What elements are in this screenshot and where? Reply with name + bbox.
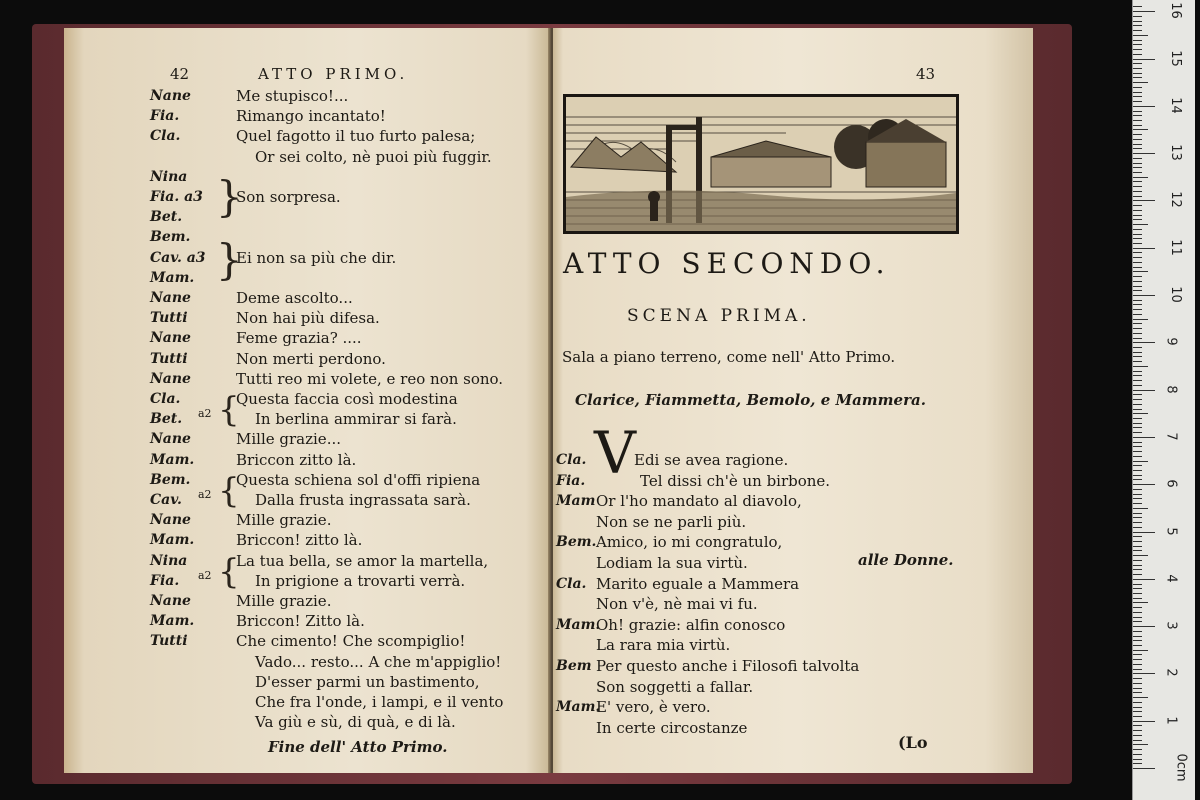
- ruler-tick: [1133, 768, 1155, 769]
- ruler-tick: [1133, 650, 1148, 651]
- ruler-tick: [1133, 375, 1142, 376]
- ruler-tick: [1133, 87, 1142, 88]
- ruler-tick: [1133, 167, 1142, 168]
- speaker-label: Cav. a3: [150, 249, 206, 266]
- dialogue-line: Non se ne parli più.: [596, 512, 747, 531]
- ruler-tick: [1133, 716, 1142, 717]
- dialogue-line: Questa faccia così modestina: [236, 390, 458, 408]
- ruler-tick: [1133, 219, 1142, 220]
- setting-line: Sala a piano terreno, come nell' Atto Primo.: [562, 348, 896, 366]
- ruler-tick: [1133, 267, 1142, 268]
- ruler-tick: [1133, 200, 1155, 201]
- ruler-tick: [1133, 574, 1142, 575]
- dialogue-line: In berlina ammirar si farà.: [255, 410, 457, 429]
- ruler-tick: [1133, 744, 1148, 745]
- ruler-tick: [1133, 418, 1142, 419]
- ruler-number: 8: [1163, 384, 1179, 394]
- dialogue-line: Briccon! zitto là.: [236, 531, 363, 550]
- ruler-tick: [1133, 49, 1142, 50]
- ruler-tick: [1133, 101, 1142, 102]
- speaker-label: Fia.: [150, 108, 180, 125]
- ruler-tick: [1133, 517, 1142, 518]
- ruler-tick: [1133, 598, 1142, 599]
- speaker-label: Nane: [150, 512, 191, 529]
- ruler-tick: [1133, 134, 1142, 135]
- dialogue-line: Mille grazie.: [236, 511, 332, 530]
- ruler-tick: [1133, 461, 1148, 462]
- end-of-act: Fine dell' Atto Primo.: [268, 738, 448, 756]
- ruler-tick: [1133, 153, 1155, 154]
- dialogue-line: Quel fagotto il tuo furto palesa;: [236, 127, 476, 146]
- ruler-tick: [1133, 115, 1142, 116]
- speaker-label: Bem.: [150, 229, 191, 246]
- act-title: ATTO SECONDO.: [563, 247, 891, 280]
- ruler-tick: [1133, 295, 1155, 296]
- speaker-label: Tutti: [150, 350, 188, 367]
- ruler-number: 11: [1167, 238, 1183, 256]
- ruler-tick: [1133, 385, 1142, 386]
- ruler-tick: [1133, 96, 1142, 97]
- ruler-tick: [1133, 432, 1142, 433]
- ruler-tick: [1133, 333, 1142, 334]
- speaker-label: Mam.: [150, 269, 195, 286]
- dialogue-line: Tutti reo mi volete, e reo non sono.: [236, 369, 504, 388]
- ruler-tick: [1133, 621, 1142, 622]
- dialogue-line: Or sei colto, nè puoi più fuggir.: [255, 147, 492, 166]
- ruler-tick: [1133, 40, 1142, 41]
- ruler-tick: [1133, 654, 1142, 655]
- ruler-tick: [1133, 106, 1155, 107]
- ruler-tick: [1133, 688, 1142, 689]
- ruler-tick: [1133, 475, 1142, 476]
- brace: {: [218, 552, 240, 592]
- ruler-tick: [1133, 129, 1148, 130]
- dialogue-line: In prigione a trovarti verrà.: [255, 571, 466, 590]
- ruler-tick: [1133, 579, 1155, 580]
- ruler-number: 16: [1167, 2, 1183, 19]
- ruler-tick: [1133, 290, 1142, 291]
- ruler-tick: [1133, 59, 1155, 60]
- ruler-tick: [1133, 560, 1142, 561]
- ruler-tick: [1133, 446, 1142, 447]
- dialogue-line: Son soggetti a fallar.: [596, 677, 754, 696]
- speaker-label: Mam.: [556, 616, 601, 633]
- ruler-tick: [1133, 532, 1155, 533]
- ruler-tick: [1133, 508, 1148, 509]
- ruler-tick: [1133, 697, 1148, 698]
- ruler-tick: [1133, 550, 1142, 551]
- ruler-tick: [1133, 636, 1142, 637]
- dialogue-line: Ei non sa più che dir.: [236, 248, 397, 267]
- ruler-tick: [1133, 456, 1142, 457]
- ruler-number: 3: [1163, 621, 1179, 630]
- ruler-tick: [1133, 21, 1142, 22]
- ruler-tick: [1133, 35, 1148, 36]
- ruler-number: 2: [1163, 668, 1179, 678]
- ruler-tick: [1133, 555, 1148, 556]
- right-page-number: 43: [916, 65, 936, 83]
- ruler-tick: [1133, 54, 1142, 55]
- ruler-tick: [1133, 413, 1148, 414]
- dialogue-line: Per questo anche i Filosofi talvolta: [596, 657, 860, 675]
- ruler-tick: [1133, 617, 1142, 618]
- ruler-tick: [1133, 546, 1142, 547]
- ruler-tick: [1133, 437, 1155, 438]
- ruler-tick: [1133, 664, 1142, 665]
- ruler-tick: [1133, 92, 1142, 93]
- ruler-number: 14: [1167, 97, 1183, 114]
- ruler-tick: [1133, 692, 1142, 693]
- ruler-tick: [1133, 465, 1142, 466]
- ruler-tick: [1133, 536, 1142, 537]
- brace: }: [216, 172, 243, 221]
- speaker-label: Bet.: [150, 209, 183, 226]
- dialogue-line: Vado... resto... A che m'appiglio!: [255, 652, 502, 671]
- speaker-label: Mam.: [150, 451, 195, 468]
- ruler-tick: [1133, 763, 1142, 764]
- ruler-tick: [1133, 451, 1142, 452]
- ruler-tick: [1133, 503, 1142, 504]
- speaker-label: Nina: [150, 168, 188, 185]
- woodcut-illustration: [563, 94, 959, 234]
- brace: }: [216, 235, 243, 284]
- ruler-tick: [1133, 479, 1142, 480]
- ruler-tick: [1133, 271, 1148, 272]
- ruler-number: 10: [1167, 286, 1183, 303]
- ruler-tick: [1133, 82, 1148, 83]
- ruler-tick: [1133, 423, 1142, 424]
- ruler-tick: [1133, 286, 1142, 287]
- ruler-tick: [1133, 177, 1148, 178]
- ruler-tick: [1133, 205, 1142, 206]
- ruler-tick: [1133, 11, 1155, 12]
- dialogue-line: Tel dissi ch'è un birbone.: [640, 471, 831, 490]
- character-list: Clarice, Fiammetta, Bemolo, e Mammera.: [575, 391, 926, 409]
- ruler-number: 4: [1163, 574, 1179, 583]
- ruler-number: 9: [1163, 337, 1179, 346]
- dialogue-line: Che cimento! Che scompiglio!: [236, 632, 466, 651]
- dialogue-line: Deme ascolto...: [236, 289, 353, 307]
- ruler-tick: [1133, 125, 1142, 126]
- dialogue-line: Marito eguale a Mammera: [596, 574, 800, 593]
- dialogue-line: Son sorpresa.: [236, 188, 341, 206]
- ruler-tick: [1133, 442, 1142, 443]
- ruler-tick: [1133, 394, 1142, 395]
- dialogue-line: E' vero, è vero.: [596, 698, 711, 717]
- speaker-label: Cla.: [556, 452, 587, 468]
- dialogue-line: D'esser parmi un bastimento,: [255, 672, 480, 691]
- ruler-tick: [1133, 631, 1142, 632]
- ruler-tick: [1133, 683, 1142, 684]
- dialogue-line: Che fra l'onde, i lampi, e il vento: [255, 693, 504, 711]
- ruler-tick: [1133, 229, 1142, 230]
- ruler-number: 12: [1167, 191, 1183, 209]
- ruler-tick: [1133, 380, 1142, 381]
- a2-label: a2: [198, 569, 212, 582]
- ruler-tick: [1133, 111, 1142, 112]
- speaker-label: Mam: [556, 493, 596, 510]
- ruler-tick: [1133, 44, 1142, 45]
- ruler-tick: [1133, 139, 1142, 140]
- ruler-tick: [1133, 361, 1142, 362]
- ruler-tick: [1133, 120, 1142, 121]
- ruler-tick: [1133, 584, 1142, 585]
- dialogue-line: Briccon! Zitto là.: [236, 612, 365, 631]
- ruler-tick: [1133, 323, 1142, 324]
- speaker-label: Fia.: [556, 472, 586, 489]
- ruler-tick: [1133, 338, 1142, 339]
- ruler-tick: [1133, 489, 1142, 490]
- ruler-tick: [1133, 181, 1142, 182]
- ruler-tick: [1133, 191, 1142, 192]
- ruler-tick: [1133, 702, 1142, 703]
- speaker-label: Nane: [150, 330, 191, 347]
- ruler-tick: [1133, 735, 1142, 736]
- a2-label: a2: [198, 488, 212, 501]
- ruler-tick: [1133, 342, 1155, 343]
- ruler-tick: [1133, 522, 1142, 523]
- speaker-label: Cla.: [150, 391, 181, 407]
- ruler-tick: [1133, 63, 1142, 64]
- ruler-tick: [1133, 678, 1142, 679]
- ruler-tick: [1133, 196, 1142, 197]
- dialogue-line: Feme grazia? ....: [236, 329, 362, 348]
- ruler-tick: [1133, 328, 1142, 329]
- dialogue-line: La tua bella, se amor la martella,: [236, 551, 489, 570]
- ruler-tick: [1133, 234, 1142, 235]
- ruler-tick: [1133, 248, 1155, 249]
- ruler-tick: [1133, 740, 1142, 741]
- speaker-label: Bem.: [556, 534, 597, 551]
- left-running-head: ATTO PRIMO.: [258, 65, 409, 83]
- ruler-tick: [1133, 215, 1142, 216]
- dialogue-line: Or l'ho mandato al diavolo,: [596, 492, 802, 511]
- dialogue-line: In certe circostanze: [596, 718, 748, 737]
- ruler-tick: [1133, 16, 1142, 17]
- dialogue-line: Non hai più difesa.: [236, 309, 380, 328]
- ruler-number: 15: [1167, 49, 1183, 67]
- ruler-tick: [1133, 300, 1142, 301]
- ruler-tick: [1133, 224, 1148, 225]
- ruler-tick: [1133, 527, 1142, 528]
- dialogue-line: Questa schiena sol d'offi ripiena: [236, 470, 481, 489]
- speaker-label: Nane: [150, 290, 191, 306]
- drop-cap: V: [594, 419, 636, 487]
- dialogue-line: Va giù e sù, di quà, e di là.: [255, 713, 456, 732]
- ruler-tick: [1133, 158, 1142, 159]
- ruler-tick: [1133, 725, 1142, 726]
- ruler-tick: [1133, 494, 1142, 495]
- ruler-tick: [1133, 319, 1148, 320]
- ruler-tick: [1133, 749, 1142, 750]
- ruler-tick: [1133, 238, 1142, 239]
- ruler-tick: [1133, 77, 1142, 78]
- ruler-tick: [1133, 711, 1142, 712]
- ruler-tick: [1133, 371, 1142, 372]
- ruler-tick: [1133, 276, 1142, 277]
- ruler-tick: [1133, 352, 1142, 353]
- ruler-tick: [1133, 6, 1142, 7]
- stage-direction: alle Donne.: [858, 551, 954, 569]
- ruler-tick: [1133, 427, 1142, 428]
- dialogue-line: Oh! grazie: alfin conosco: [596, 615, 786, 634]
- dialogue-line: Mille grazie.: [236, 592, 332, 610]
- speaker-label: Bem: [556, 658, 592, 674]
- ruler-tick: [1133, 25, 1142, 26]
- ruler-tick: [1133, 569, 1142, 570]
- ruler-tick: [1133, 470, 1142, 471]
- ruler-tick: [1133, 404, 1142, 405]
- ruler-tick: [1133, 210, 1142, 211]
- measurement-ruler: [1132, 0, 1195, 800]
- dialogue-line: La rara mia virtù.: [596, 636, 731, 655]
- speaker-label: Cla.: [150, 128, 181, 145]
- ruler-number: 7: [1163, 432, 1179, 441]
- speaker-label: Fia.: [150, 572, 180, 589]
- ruler-tick: [1133, 645, 1142, 646]
- ruler-tick: [1133, 673, 1155, 674]
- dialogue-line: Mille grazie...: [236, 430, 341, 449]
- ruler-tick: [1133, 759, 1142, 760]
- speaker-label: Tutti: [150, 633, 188, 650]
- ruler-tick: [1133, 262, 1142, 263]
- ruler-tick: [1133, 669, 1142, 670]
- ruler-tick: [1133, 484, 1155, 485]
- ruler-tick: [1133, 541, 1142, 542]
- dialogue-line: Briccon zitto là.: [236, 450, 357, 469]
- speaker-label: Fia. a3: [150, 189, 203, 205]
- dialogue-line: Amico, io mi congratulo,: [596, 533, 783, 552]
- speaker-label: Cla.: [556, 575, 587, 592]
- ruler-tick: [1133, 754, 1142, 755]
- ruler-tick: [1133, 626, 1155, 627]
- ruler-tick: [1133, 186, 1142, 187]
- ruler-tick: [1133, 399, 1142, 400]
- speaker-label: Bem.: [150, 471, 191, 488]
- catchword: (Lo: [898, 733, 928, 752]
- ruler-tick: [1133, 612, 1142, 613]
- ruler-tick: [1133, 309, 1142, 310]
- ruler-tick: [1133, 565, 1142, 566]
- ruler-tick: [1133, 30, 1142, 31]
- speaker-label: Nane: [150, 370, 191, 387]
- ruler-tick: [1133, 390, 1155, 391]
- speaker-label: Tutti: [150, 310, 188, 327]
- ruler-tick: [1133, 172, 1142, 173]
- ruler-number: 5: [1163, 526, 1179, 536]
- speaker-label: Nane: [150, 88, 191, 104]
- ruler-tick: [1133, 513, 1142, 514]
- ruler-tick: [1133, 252, 1142, 253]
- speaker-label: Nina: [150, 552, 188, 569]
- ruler-tick: [1133, 281, 1142, 282]
- dialogue-line: Edi se avea ragione.: [634, 451, 789, 469]
- ruler-tick: [1133, 730, 1142, 731]
- dialogue-line: Me stupisco!...: [236, 87, 349, 105]
- ruler-tick: [1133, 593, 1142, 594]
- ruler-tick: [1133, 640, 1142, 641]
- brace: {: [218, 471, 240, 511]
- ruler-tick: [1133, 68, 1142, 69]
- speaker-label: Mam.: [556, 699, 601, 716]
- ruler-number: 6: [1163, 479, 1179, 488]
- dialogue-line: Lodiam la sua virtù.: [596, 554, 748, 572]
- speaker-label: Nane: [150, 431, 191, 448]
- speaker-label: Bet.: [150, 411, 183, 428]
- scene-title: SCENA PRIMA.: [627, 306, 811, 326]
- dialogue-line: Dalla frusta ingrassata sarà.: [255, 491, 471, 509]
- speaker-label: Nane: [150, 593, 191, 609]
- left-page-number: 42: [170, 65, 190, 83]
- ruler-tick: [1133, 314, 1142, 315]
- speaker-label: Cav.: [150, 492, 182, 508]
- ruler-tick: [1133, 366, 1148, 367]
- ruler-tick: [1133, 707, 1142, 708]
- ruler-number: 13: [1167, 144, 1183, 161]
- ruler-tick: [1133, 409, 1142, 410]
- ruler-tick: [1133, 304, 1142, 305]
- ruler-tick: [1133, 602, 1148, 603]
- landscape-woodcut-image: [566, 97, 956, 231]
- ruler-tick: [1133, 588, 1142, 589]
- ruler-tick: [1133, 356, 1142, 357]
- ruler-tick: [1133, 163, 1142, 164]
- ruler-tick: [1133, 607, 1142, 608]
- brace: {: [218, 390, 240, 430]
- ruler-tick: [1133, 243, 1142, 244]
- ruler-tick: [1133, 347, 1142, 348]
- ruler-tick: [1133, 721, 1155, 722]
- dialogue-line: Rimango incantato!: [236, 107, 386, 126]
- ruler-tick: [1133, 659, 1142, 660]
- dialogue-line: Non v'è, nè mai vi fu.: [596, 595, 758, 614]
- ruler-tick: [1133, 498, 1142, 499]
- speaker-label: Mam.: [150, 613, 195, 630]
- ruler-number: 0cm: [1173, 753, 1189, 782]
- ruler-number: 1: [1163, 716, 1179, 725]
- ruler-tick: [1133, 73, 1142, 74]
- a2-label: a2: [198, 407, 212, 420]
- ruler-tick: [1133, 144, 1142, 145]
- dialogue-line: Non merti perdono.: [236, 349, 386, 368]
- speaker-label: Mam.: [150, 532, 195, 549]
- ruler-tick: [1133, 257, 1142, 258]
- ruler-tick: [1133, 148, 1142, 149]
